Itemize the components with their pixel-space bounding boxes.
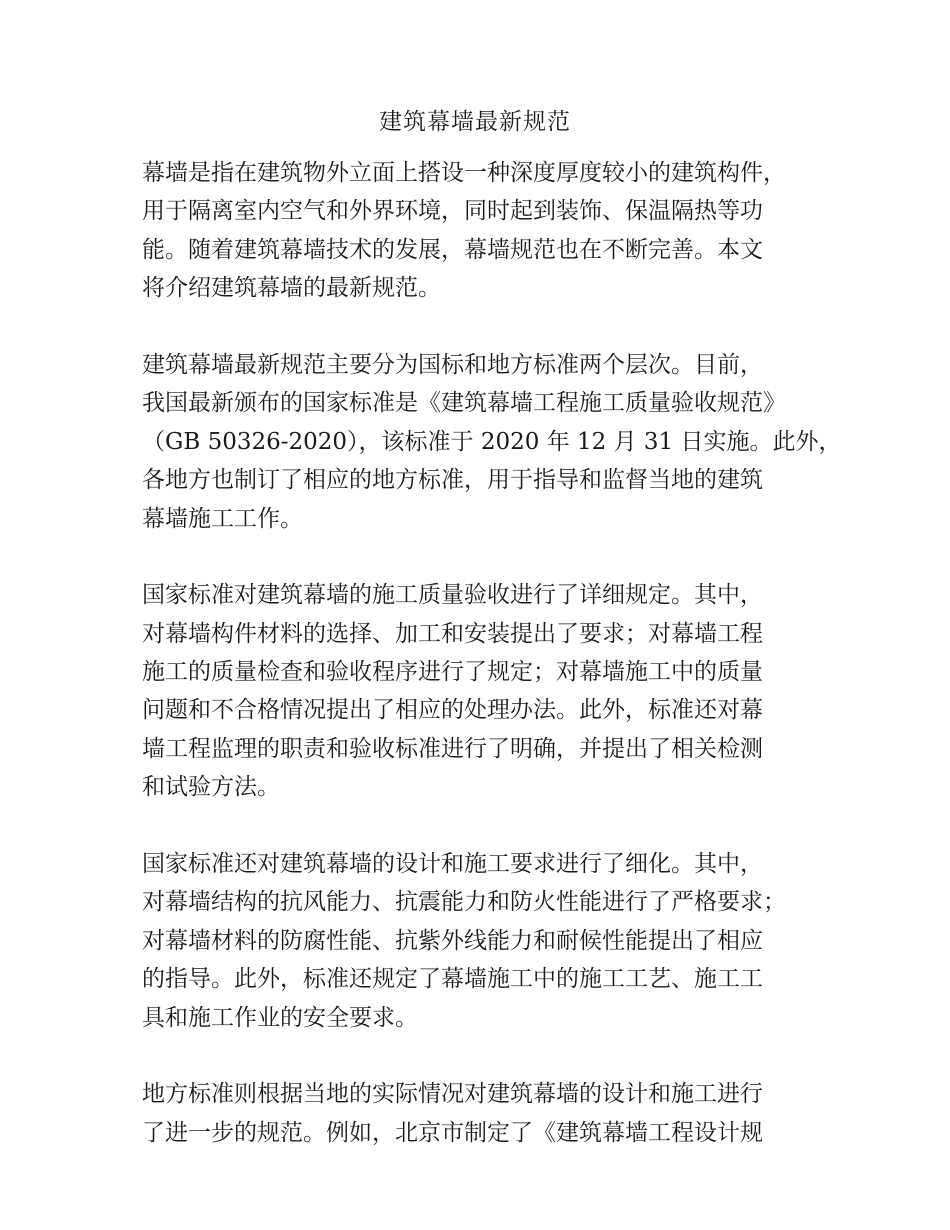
text-line: 对幕墙构件材料的选择、加工和安装提出了要求；对幕墙工程	[142, 620, 763, 647]
text-line: 国家标准还对建筑幕墙的设计和施工要求进行了细化。其中，	[142, 851, 763, 878]
text-line: 各地方也制订了相应的地方标准，用于指导和监督当地的建筑	[142, 467, 763, 494]
text-line: 的指导。此外，标准还规定了幕墙施工中的施工工艺、施工工	[142, 966, 763, 993]
document-body	[142, 154, 842, 1191]
paragraph-acceptance-rules	[142, 576, 842, 806]
text-line: 幕墙是指在建筑物外立面上搭设一种深度厚度较小的建筑构件，	[142, 160, 786, 186]
text-line: 对幕墙结构的抗风能力、抗震能力和防火性能进行了严格要求；	[142, 889, 786, 916]
paragraph-intro	[142, 154, 842, 308]
text-line: 能。随着建筑幕墙技术的发展，幕墙规范也在不断完善。本文	[142, 236, 763, 263]
text-line: 对幕墙材料的防腐性能、抗紫外线能力和耐候性能提出了相应	[142, 927, 763, 954]
text-line: 建筑幕墙最新规范主要分为国标和地方标准两个层次。目前，	[142, 351, 763, 378]
text-line: 具和施工作业的安全要求。	[142, 1004, 418, 1031]
text-line: 我国最新颁布的国家标准是《建筑幕墙工程施工质量验收规范》	[142, 390, 786, 417]
text-line: 幕墙施工工作。	[142, 505, 303, 532]
text-line: 国家标准对建筑幕墙的施工质量验收进行了详细规定。其中，	[142, 582, 763, 609]
text-line: 地方标准则根据当地的实际情况对建筑幕墙的设计和施工进行	[142, 1081, 763, 1108]
text-line: 用于隔离室内空气和外界环境，同时起到装饰、保温隔热等功	[142, 198, 763, 225]
text-line: 施工的质量检查和验收程序进行了规定；对幕墙施工中的质量	[142, 659, 763, 686]
paragraph-design-requirements	[142, 845, 842, 1037]
text-line: 将介绍建筑幕墙的最新规范。	[142, 275, 441, 302]
text-line: 问题和不合格情况提出了相应的处理办法。此外，标准还对幕	[142, 697, 763, 724]
text-line: 和试验方法。	[142, 774, 280, 801]
paragraph-standards-overview	[142, 346, 842, 538]
document-title: 建筑幕墙最新规范	[379, 109, 571, 135]
text-line: （GB 50326-2020），该标准于 2020 年 12 月 31 日实施。此外，	[142, 428, 842, 455]
text-line: 了进一步的规范。例如，北京市制定了《建筑幕墙工程设计规	[142, 1119, 763, 1146]
paragraph-local-standards	[142, 1075, 842, 1152]
text-line: 墙工程监理的职责和验收标准进行了明确，并提出了相关检测	[142, 735, 763, 762]
